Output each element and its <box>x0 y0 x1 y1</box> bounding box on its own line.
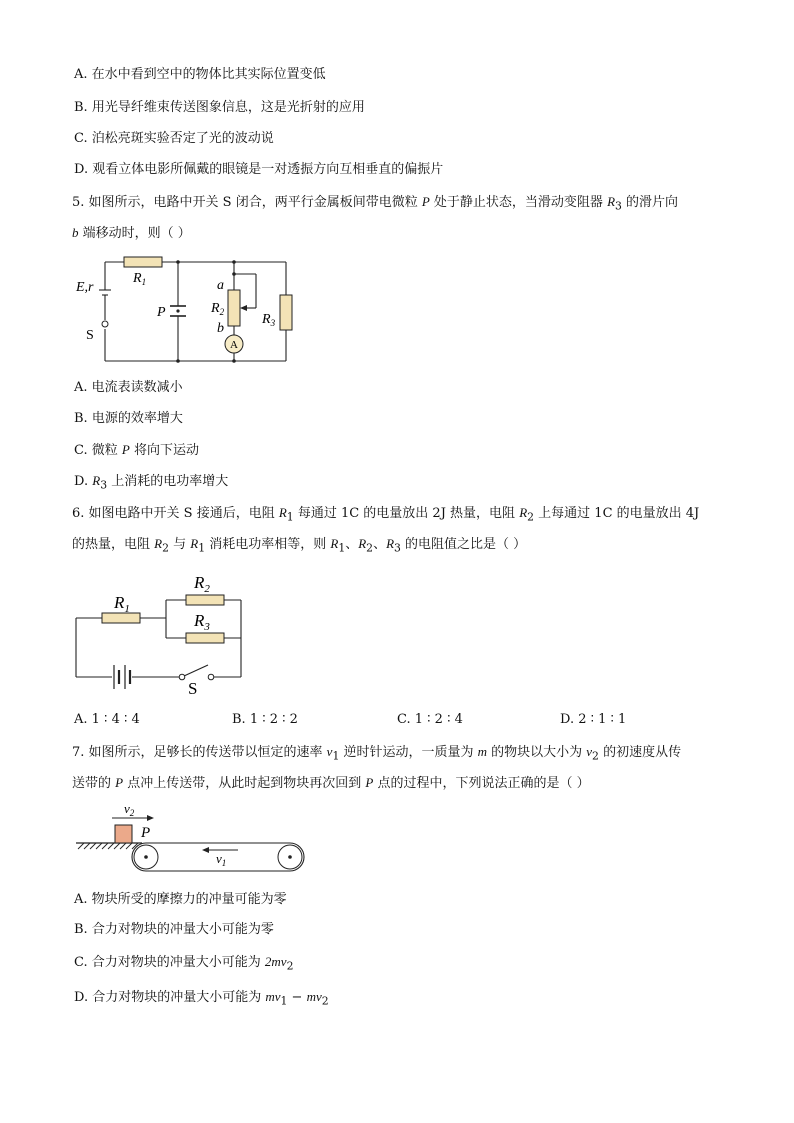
q5-slider-arrow <box>240 305 247 311</box>
q6-choice-a: A. 1 ∶ 4 ∶ 4 <box>74 712 140 727</box>
q6-choice-b: B. 1 ∶ 2 ∶ 2 <box>232 712 298 727</box>
q5-label-s: S <box>86 328 94 343</box>
q6-choice-d: D. 2 ∶ 1 ∶ 1 <box>560 712 627 727</box>
q6-resistor-r1 <box>102 613 140 623</box>
q5-option-b: B. 电源的效率增大 <box>74 411 183 426</box>
q6-label-r2: $R_2$ <box>194 573 210 595</box>
q5-resistor-r1 <box>124 257 162 267</box>
q6-choice-c: C. 1 ∶ 2 ∶ 4 <box>397 712 463 727</box>
q7-label-v1: $v_1$ <box>216 851 227 868</box>
q5-label-r3: $R_3$ <box>262 312 276 328</box>
q7-stem-line1: 7. 如图所示，足够长的传送带以恒定的速率 $v_1$ 逆时针运动，一质量为 m 的物块以大小为 $v_2$ 的初速度从传 <box>72 744 682 763</box>
q5-rheostat-r2 <box>228 290 240 326</box>
q6-switch-contact-left <box>179 674 185 680</box>
q6-resistor-r2 <box>186 595 224 605</box>
q5-label-b: b <box>217 321 224 336</box>
q4-option-a: A. 在水中看到空中的物体比其实际位置变低 <box>74 67 326 82</box>
q4-option-b: B. 用光导纤维束传送图象信息，这是光折射的应用 <box>74 100 365 115</box>
q6-switch-contact-right <box>208 674 214 680</box>
q4-option-c: C. 泊松亮斑实验否定了光的波动说 <box>74 131 274 146</box>
q5-label-p: P <box>157 305 166 320</box>
q5-stem-line1: 5. 如图所示，电路中开关 S 闭合，两平行金属板间带电微粒 P 处于静止状态，当滑动变阻器 $R_3$ 的滑片向 <box>72 194 679 213</box>
q7-conveyor-figure <box>72 800 312 880</box>
q7-ground-hatch <box>78 843 138 849</box>
q5-label-a: a <box>217 278 224 293</box>
q5-label-r1: $R_1$ <box>133 271 147 287</box>
q5-switch-contact <box>102 321 108 327</box>
q5-stem-line2: b 端移动时，则（ ） <box>72 225 191 241</box>
q4-option-d: D. 观看立体电影所佩戴的眼镜是一对透振方向互相垂直的偏振片 <box>74 162 444 177</box>
q5-option-d: D. $R_3$ 上消耗的电功率增大 <box>74 473 229 492</box>
q5-option-a: A. 电流表读数减小 <box>74 380 183 395</box>
q7-option-c: C. 合力对物块的冲量大小可能为 $2mv_2$ <box>74 954 294 973</box>
q6-label-r3: $R_3$ <box>194 611 210 633</box>
q6-label-s: S <box>188 679 198 698</box>
q5-particle-dot <box>176 309 179 312</box>
q6-circuit-figure <box>70 568 250 698</box>
q6-resistor-r3 <box>186 633 224 643</box>
q5-resistor-r3 <box>280 295 292 330</box>
q7-stem-line2: 送带的 P 点冲上传送带，从此时起到物块再次回到 P 点的过程中，下列说法正确的是（ ） <box>72 775 590 791</box>
q6-choices <box>74 712 634 730</box>
q7-option-d: D. 合力对物块的冲量大小可能为 $mv_1 - mv_2$ <box>74 989 329 1008</box>
q7-option-a: A. 物块所受的摩擦力的冲量可能为零 <box>74 892 287 907</box>
q5-label-r2: $R_2$ <box>211 301 225 317</box>
q5-label-er: E,r <box>76 280 94 295</box>
q7-option-b: B. 合力对物块的冲量大小可能为零 <box>74 922 274 937</box>
q5-ammeter-label: A <box>230 339 238 351</box>
q6-label-r1: $R_1$ <box>114 593 130 615</box>
q5-circuit-figure <box>72 250 302 370</box>
q7-label-v2: $v_2$ <box>124 801 135 818</box>
q7-block <box>115 825 132 843</box>
q6-stem-line1: 6. 如图电路中开关 S 接通后，电阻 $R_1$ 每通过 1C 的电量放出 2J 热量，电阻 $R_2$ 上每通过 1C 的电量放出 4J <box>72 505 700 524</box>
q7-label-p: P <box>141 825 151 841</box>
q5-option-c: C. 微粒 P 将向下运动 <box>74 442 199 458</box>
q6-stem-line2: 的热量，电阻 $R_2$ 与 $R_1$ 消耗电功率相等，则 $R_1$、$R_2$、$R_3$ 的电阻值之比是（ ） <box>72 536 527 555</box>
